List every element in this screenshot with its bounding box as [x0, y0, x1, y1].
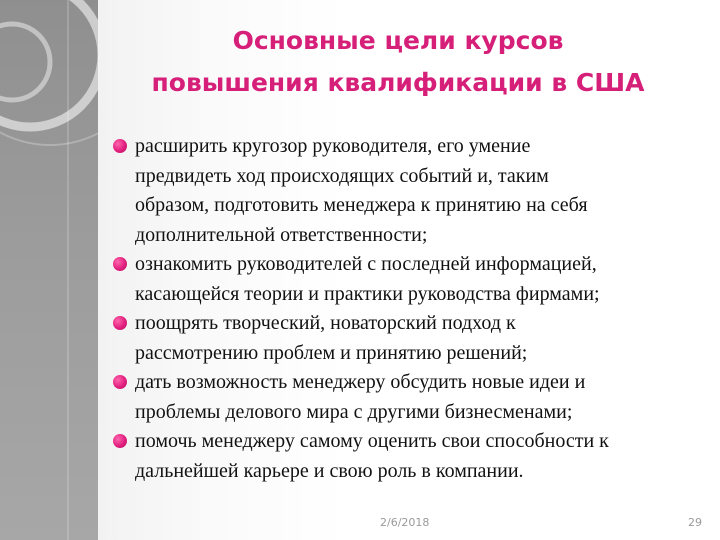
bullet-dot-icon — [113, 139, 127, 153]
bullet-item-1 — [113, 132, 703, 250]
bullet-dot-icon — [113, 434, 127, 448]
bullet-line: расширить кругозор руководителя, его умение — [135, 135, 531, 157]
goals-bullet-list — [113, 132, 703, 486]
bullet-line: предвидеть ход происходящих событий и, таким — [135, 164, 549, 187]
bullet-dot-icon — [113, 316, 127, 330]
slide-title-line-2: повышения квалификации в США — [151, 68, 645, 97]
bullet-line: поощрять творческий, новаторский подход к — [135, 312, 516, 334]
bullet-line: дальнейшей карьере и свою роль в компании. — [135, 459, 524, 482]
decorative-ring-small — [0, 24, 50, 100]
bullet-dot-icon — [113, 375, 127, 389]
slide-title-line-1: Основные цели курсов — [232, 26, 564, 55]
bullet-line: помочь менеджеру самому оценить свои способности к — [135, 430, 609, 452]
bullet-item-4 — [113, 368, 703, 427]
bullet-item-3 — [113, 309, 703, 368]
footer-date: 2/6/2018 — [380, 516, 430, 529]
bullet-line: дополнительной ответственности; — [135, 223, 428, 246]
bullet-item-2 — [113, 250, 703, 309]
bullet-line: образом, подготовить менеджера к принятию на себя — [135, 194, 588, 216]
bullet-dot-icon — [113, 257, 127, 271]
bullet-item-5 — [113, 427, 703, 486]
bullet-line: касающейся теории и практики руководства фирмами; — [135, 282, 600, 305]
slide-title — [98, 20, 698, 104]
bullet-line: дать возможность менеджеру обсудить новые идеи и — [135, 371, 586, 393]
bullet-line: ознакомить руководителей с последней информацией, — [135, 253, 597, 275]
bullet-line: рассмотрению проблем и принятию решений; — [135, 341, 528, 364]
slide-number: 29 — [688, 516, 702, 529]
bullet-line: проблемы делового мира с другими бизнесменами; — [135, 400, 573, 423]
